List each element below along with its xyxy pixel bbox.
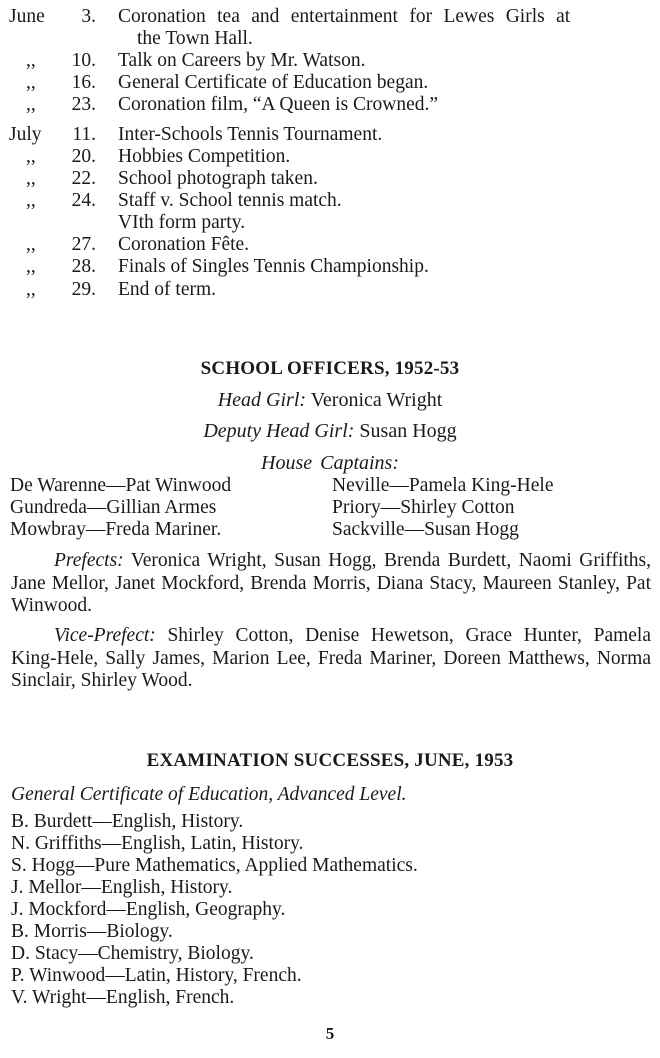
ditto-mark: ,,	[26, 50, 36, 71]
calendar-event-continued: VIth form party.	[118, 212, 246, 233]
calendar-event: General Certificate of Education began.	[118, 72, 429, 93]
house-captain: Gundreda—Gillian Armes	[10, 497, 217, 518]
ditto-mark: ,,	[26, 168, 36, 189]
page-number: 5	[325, 1024, 335, 1043]
calendar-day: 10.	[71, 50, 96, 71]
head-girl-name: Veronica Wright	[310, 389, 443, 411]
exam-result: J. Mockford—English, Geography.	[11, 899, 286, 920]
calendar-event: Hobbies Competition.	[118, 146, 291, 167]
vice-prefects-list: Shirley Cotton, Denise Hewetson, Grace Hunter, Pamela King-Hele, Sally James, Marion Lee, Freda Mariner, Doreen Matthews, Norma Sinclair, Shirley Wood.	[11, 625, 652, 691]
calendar-event: Talk on Careers by Mr. Watson.	[118, 50, 366, 71]
head-girl-line	[0, 389, 660, 412]
ditto-mark: ,,	[26, 146, 36, 167]
calendar-day: 23.	[71, 94, 96, 115]
section-heading: SCHOOL OFFICERS, 1952-53	[200, 358, 460, 379]
calendar-event: Finals of Singles Tennis Championship.	[118, 256, 429, 277]
ditto-mark: ,,	[26, 279, 36, 300]
deputy-head-girl-label: Deputy Head Girl:	[203, 420, 355, 442]
ditto-mark: ,,	[26, 94, 36, 115]
vice-prefect-label: Vice-Prefect:	[54, 625, 156, 646]
house-captain: Mowbray—Freda Mariner.	[10, 519, 222, 540]
calendar-event: Coronation tea and entertainment for Lewes Girls at	[118, 6, 571, 27]
head-girl-label: Head Girl:	[217, 389, 307, 411]
calendar-day: 3.	[81, 6, 96, 27]
calendar-day: 29.	[71, 279, 96, 300]
exam-result: N. Griffiths—English, Latin, History.	[11, 833, 304, 854]
prefects-label: Prefects:	[54, 550, 124, 571]
house-captains-label: House Captains:	[261, 452, 399, 474]
deputy-head-girl-line	[0, 420, 660, 443]
calendar-day: 16.	[71, 72, 96, 93]
calendar-event: Inter-Schools Tennis Tournament.	[118, 124, 383, 145]
exam-result: P. Winwood—Latin, History, French.	[11, 965, 302, 986]
ditto-mark: ,,	[26, 72, 36, 93]
exam-result: D. Stacy—Chemistry, Biology.	[11, 943, 254, 964]
calendar-event-continued: the Town Hall.	[137, 28, 253, 49]
calendar-day: 11.	[72, 124, 96, 145]
exam-result: B. Burdett—English, History.	[11, 811, 244, 832]
exam-result: J. Mellor—English, History.	[11, 877, 233, 898]
exam-result: S. Hogg—Pure Mathematics, Applied Mathematics.	[11, 855, 418, 876]
deputy-head-girl-name: Susan Hogg	[359, 420, 457, 442]
calendar-event: End of term.	[118, 279, 217, 300]
calendar-event: Staff v. School tennis match.	[118, 190, 342, 211]
section-heading: EXAMINATION SUCCESSES, JUNE, 1953	[146, 750, 514, 771]
prefects-list: Veronica Wright, Susan Hogg, Brenda Burdett, Naomi Griffiths, Jane Mellor, Janet Mockford, Brenda Morris, Diana Stacy, Maureen Stanley, Pat Winwood.	[11, 550, 651, 616]
exam-result: B. Morris—Biology.	[11, 921, 173, 942]
calendar-day: 27.	[71, 234, 96, 255]
house-captain: Sackville—Susan Hogg	[332, 519, 519, 540]
calendar-event: Coronation film, “A Queen is Crowned.”	[118, 94, 439, 115]
house-captain: Neville—Pamela King-Hele	[332, 475, 554, 496]
calendar-event: Coronation Fête.	[118, 234, 250, 255]
exam-subheading: General Certificate of Education, Advanced Level.	[11, 784, 407, 805]
calendar-day: 28.	[71, 256, 96, 277]
calendar-month: July	[9, 124, 42, 145]
ditto-mark: ,,	[26, 234, 36, 255]
calendar-month: June	[9, 6, 45, 27]
house-captain: De Warenne—Pat Winwood	[10, 475, 232, 496]
calendar-day: 22.	[71, 168, 96, 189]
ditto-mark: ,,	[26, 190, 36, 211]
ditto-mark: ,,	[26, 256, 36, 277]
house-captain: Priory—Shirley Cotton	[332, 497, 515, 518]
vice-prefects-paragraph	[11, 625, 651, 693]
prefects-paragraph	[11, 550, 651, 618]
exam-result: V. Wright—English, French.	[11, 987, 235, 1008]
calendar-day: 24.	[71, 190, 96, 211]
calendar-day: 20.	[71, 146, 96, 167]
calendar-event: School photograph taken.	[118, 168, 318, 189]
